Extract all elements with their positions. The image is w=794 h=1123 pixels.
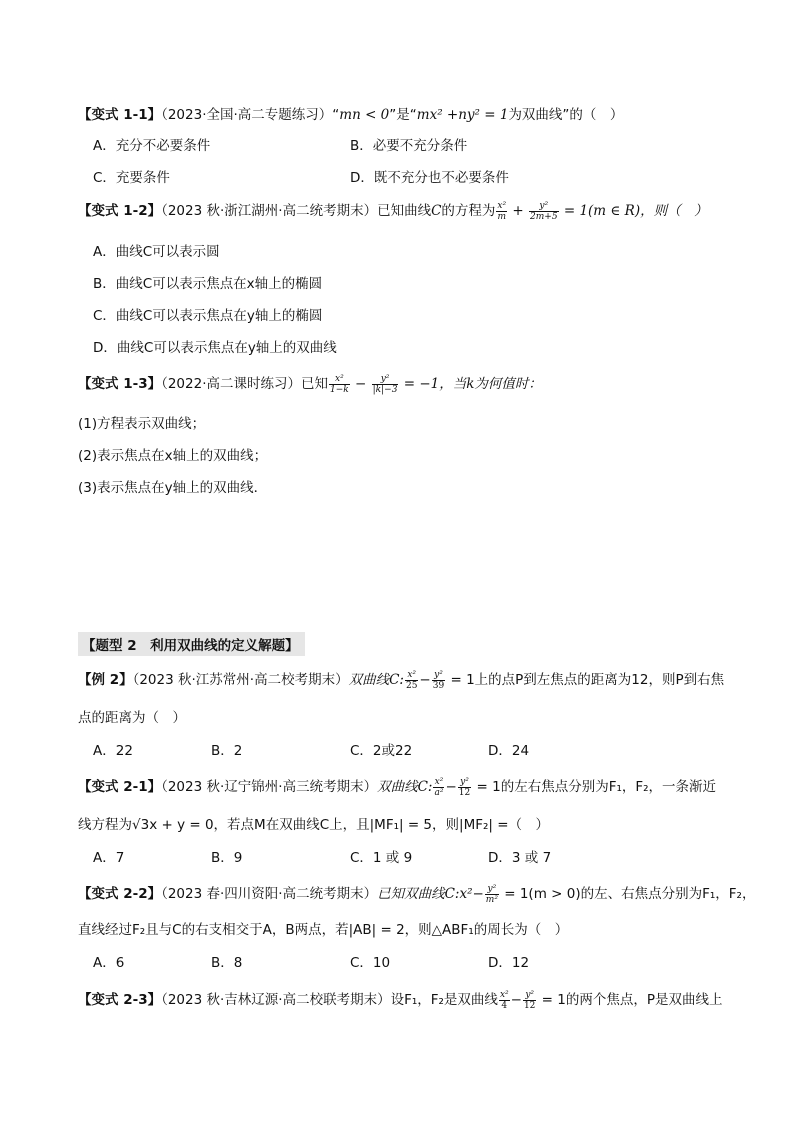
question-label: 【变式 2-3】 [78,992,162,1008]
option-c: C．曲线C可以表示焦点在y轴上的椭圆 [93,308,323,324]
math-expression: mx² +ny² = 1 [416,107,509,123]
sub-question-2: (2)表示焦点在x轴上的双曲线； [78,448,268,464]
fraction-numerator: y² [432,670,445,681]
question-label: 【变式 2-1】 [78,779,162,795]
question-2-3-stem [78,988,723,1011]
stem-continuation: 点的距离为（ ） [78,710,186,726]
fraction-numerator: y² [458,777,471,788]
stem-text: = 1的两个焦点，P是双曲线上 [537,992,723,1008]
option-a: A．22 [93,743,133,759]
question-source: （2023 秋·辽宁锦州·高三统考期末） [161,779,378,795]
sub-question-1: (1)方程表示双曲线； [78,416,206,432]
option-d: D．3 或 7 [488,850,552,866]
fraction-denominator: m [497,212,507,222]
stem-text: 已知 [301,376,328,392]
question-label: 【变式 1-2】 [78,203,162,219]
stem-text: 设F₁，F₂是双曲线 [390,992,498,1008]
question-1-2-stem [78,199,708,222]
fraction-denominator: m² [485,895,498,905]
fraction [433,777,444,798]
fraction-numerator: x² [405,670,418,681]
option-b: B．8 [211,955,243,971]
fraction [529,201,559,222]
option-c: C．1 或 9 [350,850,413,866]
stem-text: “ [332,107,340,123]
fraction-denominator: a² [434,788,444,798]
question-label: 【变式 2-2】 [78,886,162,902]
fraction [432,670,445,691]
option-a: A．充分不必要条件 [93,138,211,154]
option-c: C．充要条件 [93,170,170,186]
math-expression: mn < 0 [339,107,390,123]
fraction [405,670,418,691]
fraction-denominator: 25 [405,681,418,691]
math-operator: + [508,203,529,219]
fraction [499,990,510,1011]
option-a: A．曲线C可以表示圆 [93,244,220,260]
question-2-2-stem [78,882,755,905]
fraction-numerator: y² [523,990,536,1001]
fraction [458,777,471,798]
fraction-numerator: x² [499,990,509,1000]
stem-text: = 1的左右焦点分别为F₁，F₂，一条渐近 [472,779,717,795]
fraction-denominator: |k|−3 [372,385,398,395]
question-label: 【例 2】 [78,672,133,688]
fraction-denominator: 2m+5 [530,212,558,222]
fraction-numerator: y² [529,201,559,212]
option-a: A．7 [93,850,125,866]
stem-continuation: 直线经过F₂且与C的右支相交于A，B两点，若|AB| = 2，则△ABF₁的周长为（ ） [78,922,569,938]
fraction [329,374,350,395]
fraction-numerator: y² [485,884,499,895]
math-operator: − [419,672,431,688]
stem-text: = −1，当k为何值时： [399,376,542,392]
fraction [496,201,507,222]
fraction-numerator: x² [329,374,350,385]
question-source: （2022·高二课时练习） [161,376,301,392]
fraction [523,990,536,1011]
option-b: B．9 [211,850,243,866]
stem-text: = 1(m > 0)的左、右焦点分别为F₁，F₂， [499,886,756,902]
option-b: B．曲线C可以表示焦点在x轴上的椭圆 [93,276,323,292]
stem-text: ”是“ [389,107,417,123]
fraction-denominator: 39 [432,681,445,691]
stem-continuation: 线方程为√3x + y = 0，若点M在双曲线C上，且|MF₁| = 5，则|MF₂| =（ ） [78,817,550,833]
option-c: C．2或22 [350,743,413,759]
stem-text: = 1上的点P到左焦点的距离为12，则P到右焦 [446,672,725,688]
fraction [485,884,499,905]
fraction-denominator: 12 [458,788,471,798]
question-label: 【变式 1-1】 [78,107,162,123]
question-source: （2023·全国·高二专题练习） [161,107,333,123]
math-operator: − [350,376,371,392]
option-b: B．2 [211,743,243,759]
option-d: D．12 [488,955,530,971]
stem-text: 已知双曲线C:x²− [377,886,484,902]
section-heading: 【题型 2 利用双曲线的定义解题】 [78,632,305,656]
stem-text: = 1(m ∈ R)，则（ ） [559,203,708,219]
option-c: C．10 [350,955,391,971]
math-operator: − [445,779,457,795]
math-variable: C [431,203,442,219]
question-source: （2023 秋·吉林辽源·高二校联考期末） [161,992,391,1008]
option-d: D．既不充分也不必要条件 [350,170,509,186]
question-source: （2023 春·四川资阳·高二统考期末） [161,886,378,902]
stem-text: 双曲线C: [377,779,433,795]
stem-text: 已知曲线 [377,203,432,219]
sub-question-3: (3)表示焦点在y轴上的双曲线． [78,480,268,496]
fraction-denominator: 4 [501,1001,508,1011]
fraction-numerator: x² [497,201,507,211]
fraction-numerator: x² [434,777,444,787]
fraction-denominator: 1−k [330,385,349,395]
stem-text: 的方程为 [441,203,496,219]
fraction-denominator: 12 [523,1001,536,1011]
question-1-1-stem [78,103,623,123]
question-source: （2023 秋·浙江湖州·高二统考期末） [161,203,378,219]
question-source: （2023 秋·江苏常州·高二校考期末） [132,672,349,688]
question-2-1-stem [78,775,716,798]
fraction [372,374,399,395]
question-1-3-stem [78,372,542,395]
stem-text: 双曲线C: [348,672,404,688]
option-d: D．曲线C可以表示焦点在y轴上的双曲线 [93,340,337,356]
question-label: 【变式 1-3】 [78,376,162,392]
example-2-stem [78,668,724,691]
fraction-numerator: y² [372,374,399,385]
option-b: B．必要不充分条件 [350,138,468,154]
option-a: A．6 [93,955,125,971]
stem-text: 为双曲线”的（ ） [508,107,624,123]
math-operator: − [510,992,522,1008]
option-d: D．24 [488,743,530,759]
